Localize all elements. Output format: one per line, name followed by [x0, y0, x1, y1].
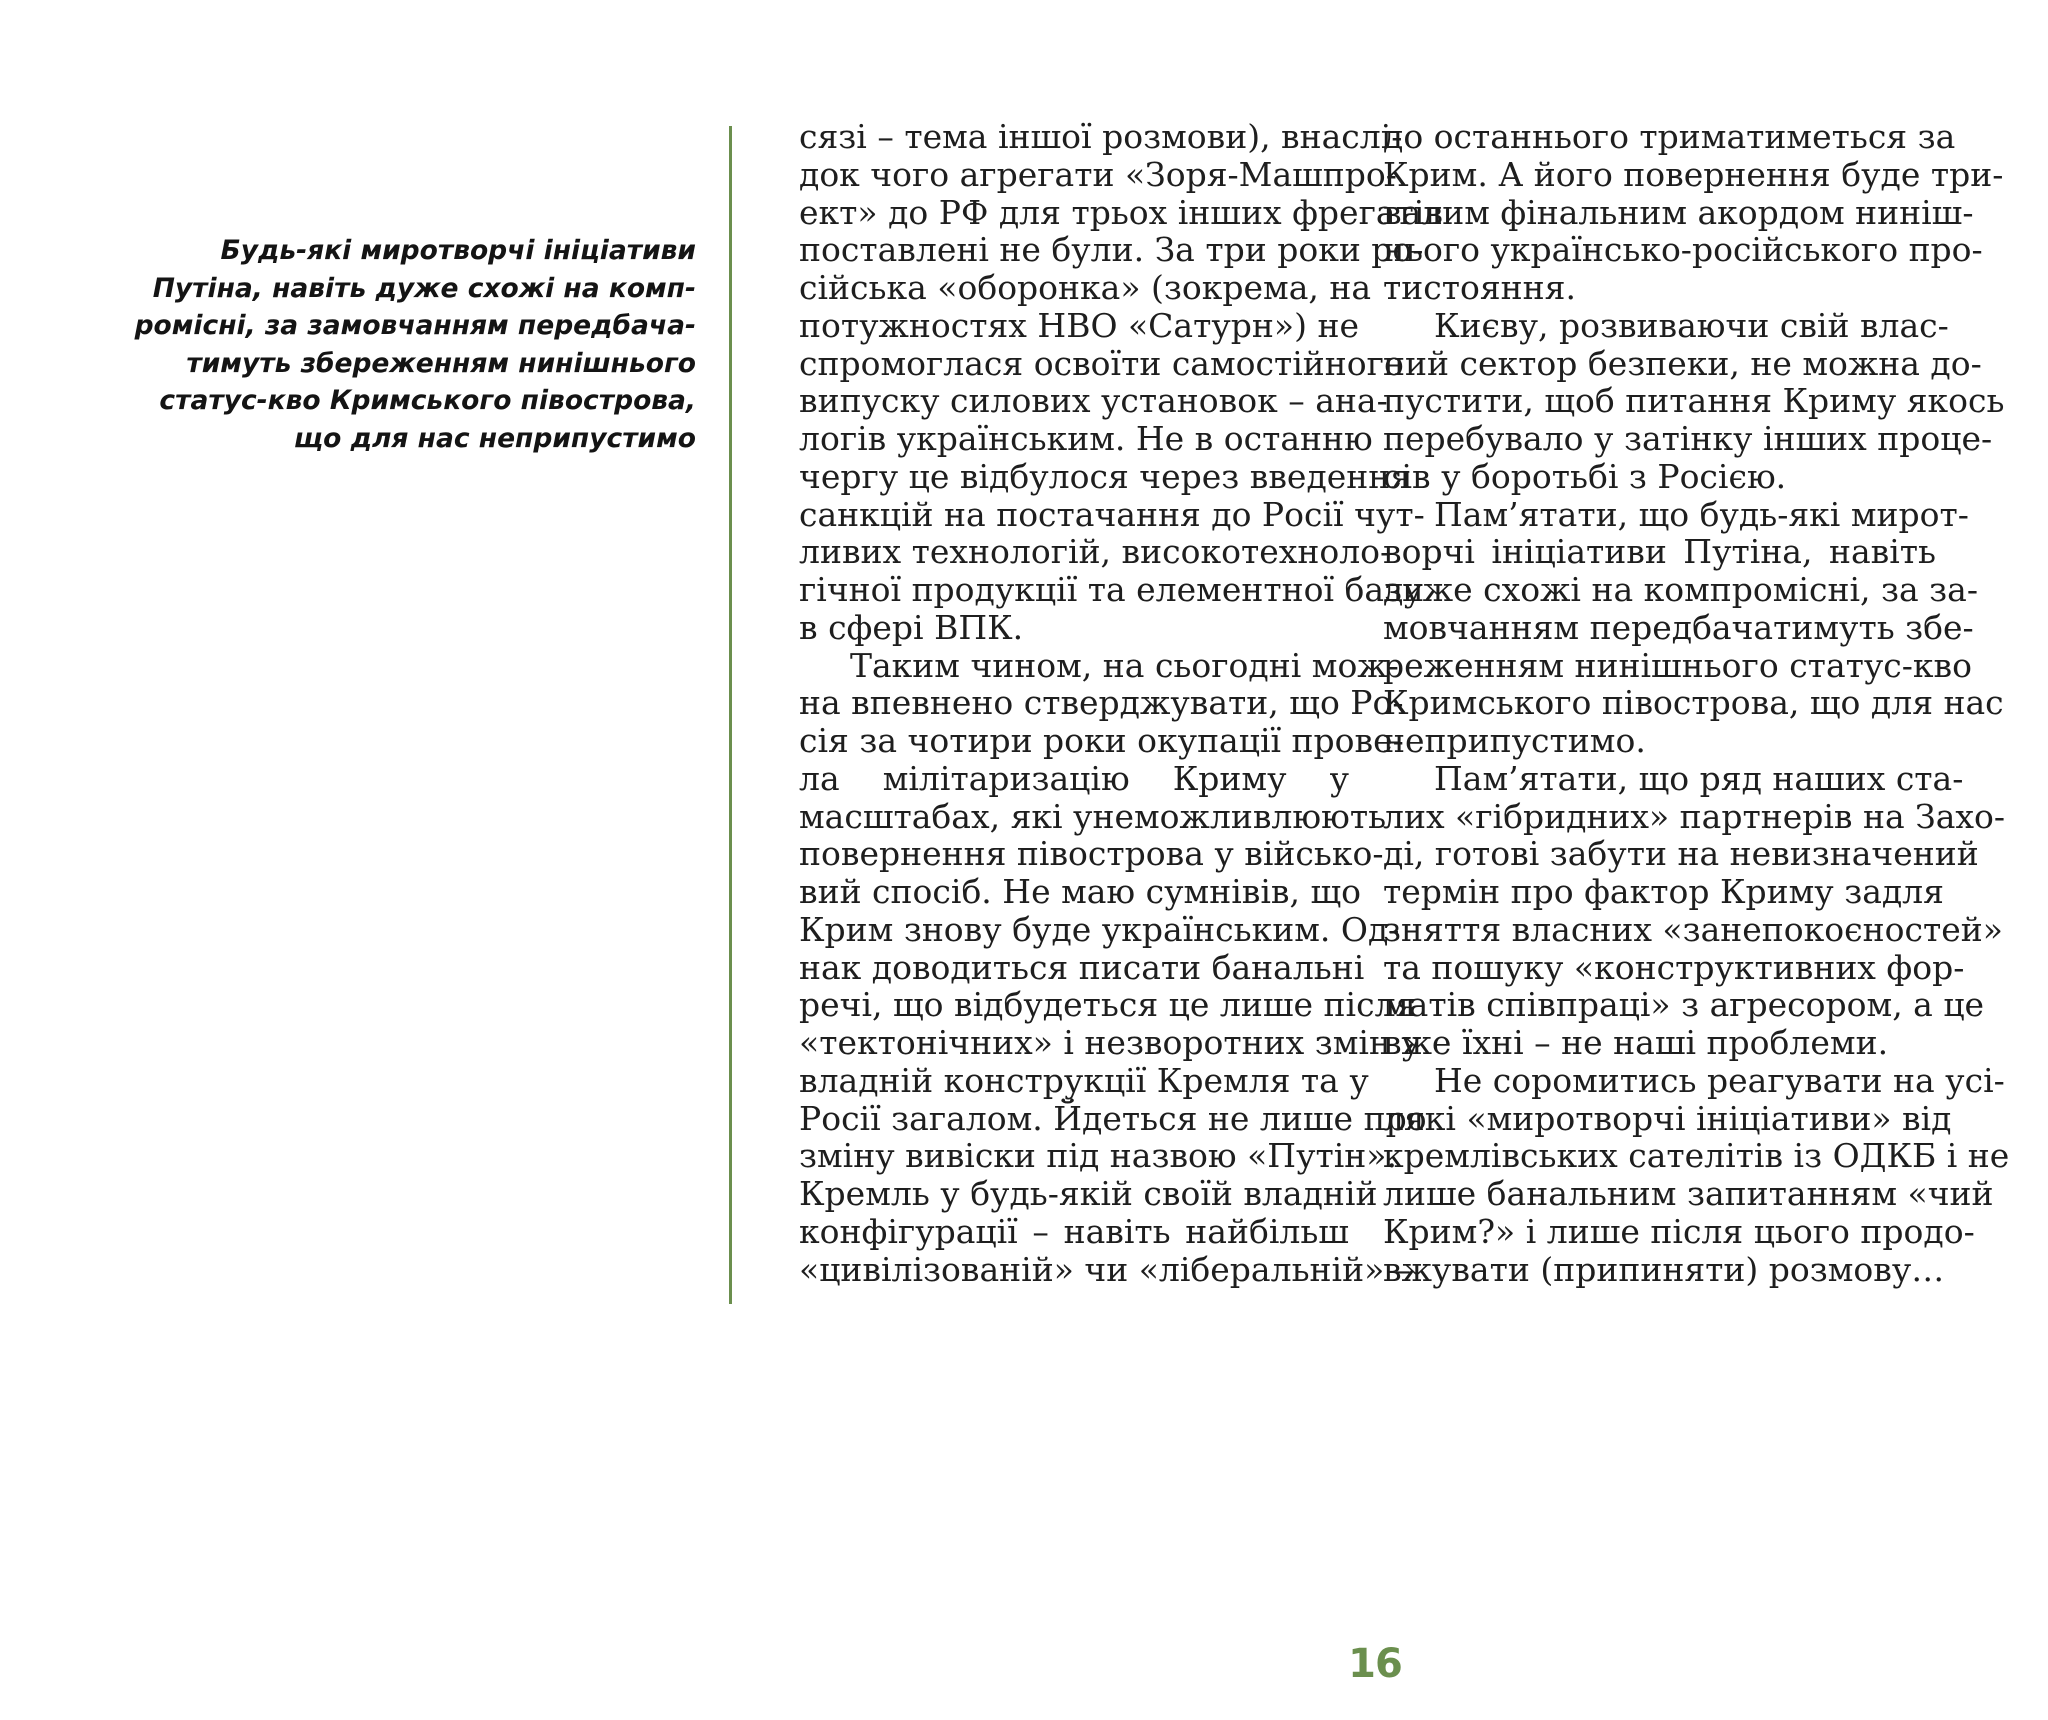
text-line: до останнього триматиметься за [1383, 117, 1956, 156]
text-line: Крим знову буде українським. Од- [799, 909, 1400, 949]
text-line: лякі «миротворчі ініціативи» від [1383, 1098, 1952, 1138]
text-line: масштабах, які унеможливлюють [799, 796, 1387, 836]
text-line: сязі – тема іншої розмови), внаслі- [799, 117, 1403, 156]
text-line: випуску силових установок – ана- [799, 381, 1388, 421]
text-line: речі, що відбудеться це лише після [799, 985, 1417, 1025]
text-line: Росії загалом. Йдеться не лише про [799, 1098, 1427, 1138]
text-line: лих «гібридних» партнерів на Захо- [1383, 796, 2006, 836]
text-line: зняття власних «занепокоєностей» [1383, 909, 2003, 949]
text-line: Не соромитись реагувати на усі- [1434, 1060, 2005, 1100]
text-line: Крим?» і лише після цього продо- [1383, 1211, 1975, 1251]
text-line: Пам’ятати, що ряд наших ста- [1434, 758, 1964, 798]
page-number: 16 [1348, 1641, 1402, 1687]
text-line: «тектонічних» і незворотних змін у [799, 1023, 1421, 1062]
text-line: «цивілізованій» чи «ліберальній» – [799, 1249, 1412, 1289]
text-line: мовчанням передбачатимуть збе- [1383, 607, 1974, 647]
text-line: матів співпраці» з агресором, а це [1383, 985, 1985, 1025]
text-line: поставлені не були. За три роки ро- [799, 230, 1424, 270]
text-line: в сфері ВПК. [799, 607, 1024, 647]
text-line: Кримського півострова, що для нас [1383, 683, 2004, 723]
text-line: перебувало у затінку інших проце- [1383, 419, 1993, 458]
text-line: нак доводиться писати банальні [799, 947, 1365, 987]
text-line: повернення півострова у військо- [799, 834, 1384, 874]
text-line: вже їхні – не наші проблеми. [1383, 1023, 1889, 1062]
text-line: потужностях НВО «Сатурн») не [799, 305, 1359, 345]
text-line: вий спосіб. Не маю сумнівів, що [799, 872, 1361, 911]
text-line: неприпустимо. [1383, 721, 1646, 760]
text-column-right [1383, 117, 2010, 1289]
text-line: сія за чотири роки окупації прове- [799, 721, 1404, 760]
text-line: тистояння. [1383, 268, 1576, 307]
text-line: та пошуку «конструктивних фор- [1383, 947, 1965, 987]
text-line: вжувати (припиняти) розмову… [1383, 1249, 1945, 1289]
text-line: лише банальним запитанням «чий [1383, 1174, 1994, 1213]
pull-quote-line: тимуть збереженням нинішнього [186, 347, 696, 379]
text-line: кремлівських сателітів із ОДКБ і не [1383, 1136, 2010, 1176]
text-line: Крим. А його повернення буде три- [1383, 154, 2004, 194]
text-line: ворчі ініціативи Путіна, навіть [1383, 532, 1936, 572]
pull-quote-line: що для нас неприпустимо [293, 422, 696, 454]
text-line: док чого агрегати «Зоря-Машпро- [799, 154, 1397, 194]
text-line: владній конструкції Кремля та у [799, 1060, 1369, 1100]
pull-quote-line: Будь-які миротворчі ініціативи [220, 235, 696, 266]
text-line: пустити, щоб питання Криму якось [1383, 381, 2005, 421]
text-line: спромоглася освоїти самостійного [799, 343, 1404, 383]
text-line: сійська «оборонка» (зокрема, на [799, 268, 1372, 307]
text-line: реженням нинішнього статус-кво [1383, 645, 1972, 685]
text-line: термін про фактор Криму задля [1383, 872, 1944, 911]
text-line: на впевнено стверджувати, що Ро- [799, 683, 1404, 723]
text-line: валим фінальним акордом ниніш- [1383, 192, 1974, 232]
pull-quote [100, 232, 696, 457]
text-line: ливих технологій, високотехноло- [799, 532, 1392, 572]
text-line: Кремль у будь-якій своїй владній [799, 1174, 1378, 1213]
text-line: чергу це відбулося через введення [799, 456, 1412, 496]
text-line: ді, готові забути на невизначений [1383, 834, 1979, 874]
text-line: ний сектор безпеки, не можна до- [1383, 343, 1982, 383]
pull-quote-line: ромісні, за замовчанням передбача- [134, 310, 696, 341]
text-line: сів у боротьбі з Росією. [1383, 456, 1787, 496]
text-line: Таким чином, на сьогодні мож- [850, 645, 1399, 685]
pull-quote-line: Путіна, навіть дуже схожі на комп- [152, 272, 696, 304]
vertical-divider [729, 126, 732, 1304]
text-line: дуже схожі на компромісні, за за- [1383, 570, 1978, 609]
text-line: логів українським. Не в останню [799, 419, 1373, 458]
pull-quote-line: статус-кво Кримського півострова, [159, 385, 696, 416]
text-line: гічної продукції та елементної бази [799, 570, 1425, 609]
text-line: санкцій на постачання до Росії чут- [799, 494, 1425, 534]
text-line: ект» до РФ для трьох інших фрегатів [799, 192, 1443, 232]
text-line: нього українсько-російського про- [1383, 230, 1983, 270]
text-line: зміну вивіски під назвою «Путін». [799, 1136, 1397, 1176]
text-line: Пам’ятати, що будь-які мирот- [1434, 494, 1969, 534]
text-column-middle [799, 117, 1443, 1289]
text-line: ла мілітаризацію Криму у [799, 758, 1349, 798]
text-line: Києву, розвиваючи свій влас- [1434, 305, 1949, 345]
text-line: конфігурації – навіть найбільш [799, 1211, 1349, 1251]
